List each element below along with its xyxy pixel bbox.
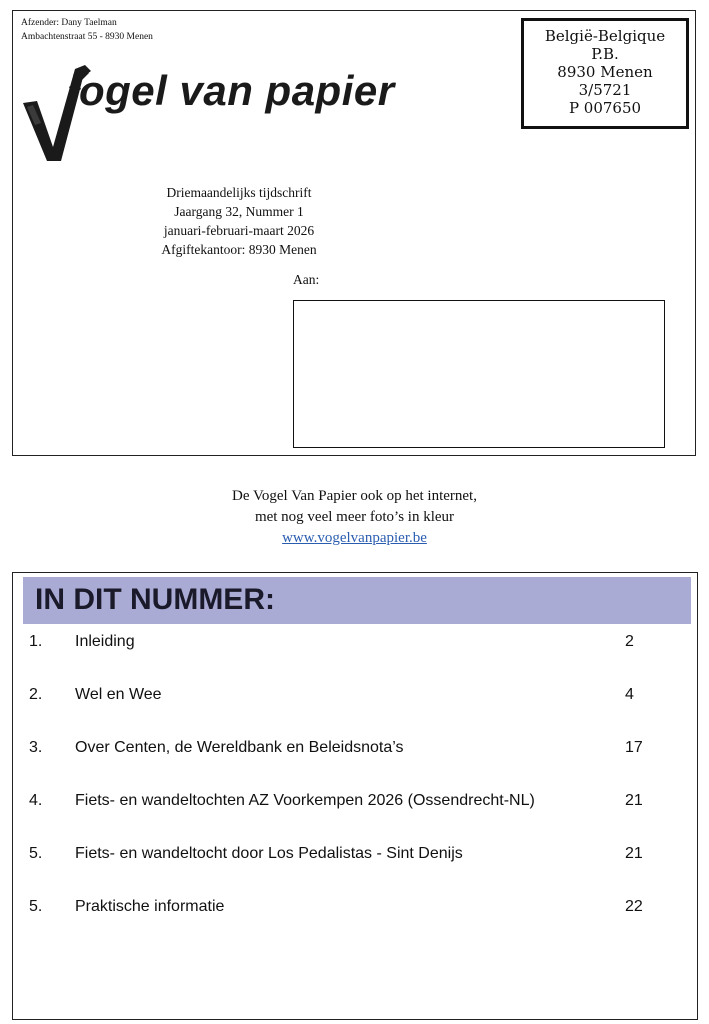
recipient-address-box	[293, 300, 665, 448]
toc-item-number: 1.	[29, 633, 43, 650]
toc-item-page: 21	[625, 845, 643, 862]
toc-item-title: Inleiding	[75, 633, 135, 650]
promo-line-1: De Vogel Van Papier ook op het internet,	[232, 488, 477, 504]
postage-number: P 007650	[568, 99, 642, 117]
toc-item-page: 21	[625, 792, 643, 809]
toc-item-page: 17	[625, 739, 643, 756]
publication-volume: Jaargang 32, Nummer 1	[174, 204, 304, 219]
postage-country: België-Belgique	[544, 27, 666, 45]
envelope-panel	[12, 10, 696, 456]
toc-item-number: 5.	[29, 898, 43, 915]
postage-code: 3/5721	[578, 81, 632, 99]
toc-item-page: 2	[625, 633, 634, 650]
postage-city: 8930 Menen	[557, 63, 653, 81]
toc-item-title: Fiets- en wandeltocht door Los Pedalistas - Sint Denijs	[75, 845, 463, 862]
toc-item[interactable]	[13, 845, 699, 867]
recipient-label: Aan:	[293, 272, 320, 287]
postage-box	[521, 18, 689, 129]
toc-item[interactable]	[13, 898, 699, 920]
toc-item-number: 4.	[29, 792, 43, 809]
promo-line-2: met nog veel meer foto’s in kleur	[254, 509, 455, 525]
postage-pb: P.B.	[591, 45, 619, 63]
publication-period: januari-februari-maart 2026	[163, 223, 315, 238]
sender-address	[21, 16, 153, 44]
toc-item[interactable]	[13, 633, 699, 655]
toc-item-number: 2.	[29, 686, 43, 703]
publication-frequency: Driemaandelijks tijdschrift	[166, 185, 312, 200]
toc-item[interactable]	[13, 739, 699, 761]
toc-item-page: 22	[625, 898, 643, 915]
toc-item-page: 4	[625, 686, 634, 703]
sender-street: Ambachtenstraat 55 - 8930 Menen	[21, 32, 153, 42]
publication-office: Afgiftekantoor: 8930 Menen	[161, 242, 317, 257]
table-of-contents	[12, 572, 698, 1020]
toc-item-title: Praktische informatie	[75, 898, 225, 915]
contents-header-band	[23, 577, 691, 624]
sender-name: Afzender: Dany Taelman	[21, 18, 117, 28]
publication-info	[133, 183, 345, 259]
contents-title: IN DIT NUMMER:	[35, 583, 275, 616]
toc-item[interactable]	[13, 686, 699, 708]
toc-item-title: Over Centen, de Wereldbank en Beleidsnota’s	[75, 739, 404, 756]
toc-item-number: 5.	[29, 845, 43, 862]
toc-item[interactable]	[13, 792, 699, 814]
toc-item-title: Fiets- en wandeltochten AZ Voorkempen 2026 (Ossendrecht-NL)	[75, 792, 535, 809]
logo-wordmark: ogel van papier	[79, 67, 395, 114]
toc-item-number: 3.	[29, 739, 43, 756]
website-promo	[0, 486, 709, 549]
website-link[interactable]: www.vogelvanpapier.be	[282, 530, 427, 546]
toc-item-title: Wel en Wee	[75, 686, 162, 703]
